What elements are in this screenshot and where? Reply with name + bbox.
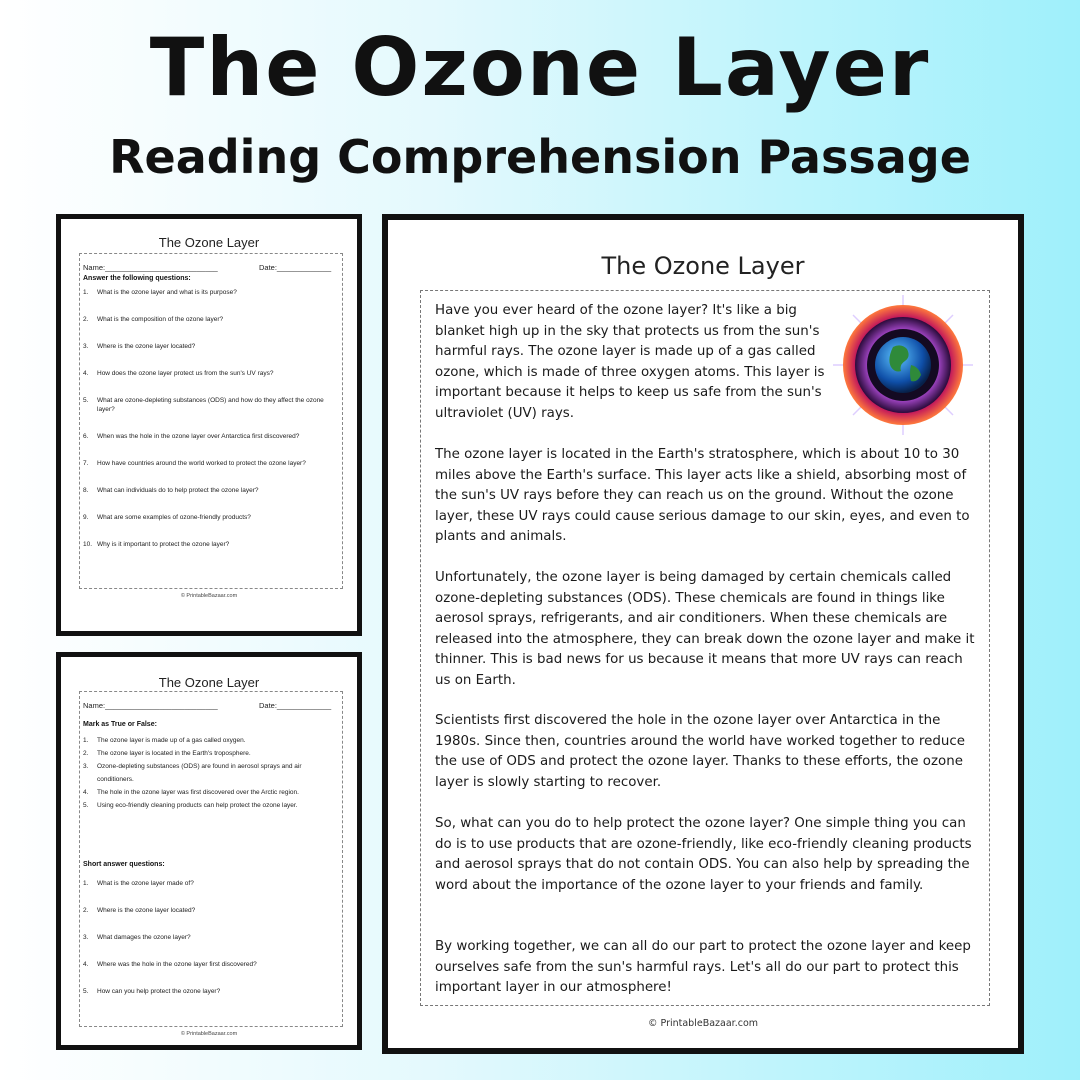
item-number: 8.: [83, 487, 89, 494]
item-number: 5.: [83, 802, 89, 809]
list-item: [83, 933, 345, 942]
item-text: Where was the hole in the ozone layer first discovered?: [97, 961, 257, 968]
item-number: 5.: [83, 988, 89, 995]
item-text: The hole in the ozone layer was first discovered over the Arctic region.: [97, 789, 299, 796]
passage-page: [382, 214, 1024, 1054]
item-text: What is the ozone layer and what is its purpose?: [97, 289, 237, 296]
item-text: What can individuals do to help protect the ozone layer?: [97, 487, 259, 494]
questions-heading: Answer the following questions:: [83, 275, 191, 282]
item-number: 4.: [83, 370, 89, 377]
list-item: [83, 342, 345, 351]
item-number: 3.: [83, 934, 89, 941]
list-item: [83, 801, 345, 810]
name-field-label: Name:___________________________: [83, 263, 218, 272]
list-item: [83, 788, 345, 797]
passage-paragraph: By working together, we can all do our part to protect the ozone layer and keep ourselves safe from the sun's harmful rays. Let's all do our part to protect this important layer in our atmosphere!: [435, 939, 971, 995]
date-field-label: Date:_____________: [259, 701, 332, 710]
name-field-label: Name:___________________________: [83, 701, 218, 710]
item-number: 2.: [83, 750, 89, 757]
list-item: [83, 749, 345, 758]
item-text: Why is it important to protect the ozone layer?: [97, 541, 230, 548]
date-field-label: Date:_____________: [259, 263, 332, 272]
worksheet-true-false-preview: [56, 652, 362, 1050]
list-item: [83, 315, 345, 324]
true-false-heading: Mark as True or False:: [83, 721, 157, 728]
passage-paragraph: Scientists first discovered the hole in the ozone layer over Antarctica in the 1980s. Since then, countries around the world have worked together to reduce the use of ODS and protect the ozone layer. Thanks to these efforts, the ozone layer is slowly starting to recover.: [435, 713, 965, 790]
short-answer-heading: Short answer questions:: [83, 861, 165, 868]
item-number: 4.: [83, 789, 89, 796]
item-number: 2.: [83, 907, 89, 914]
list-item: [83, 540, 345, 549]
item-number: 9.: [83, 514, 89, 521]
list-item: [83, 960, 345, 969]
list-item: [83, 906, 345, 915]
item-number: 1.: [83, 737, 89, 744]
passage-paragraph: Unfortunately, the ozone layer is being damaged by certain chemicals called ozone-depleting substances (ODS). These chemicals are found in things like aerosol sprays, refrigerants, and air conditioners. When these chemicals are released into the atmosphere, they can break down the ozone layer and make it thinner. This is bad news for us because it means that more UV rays can reach us on Earth.: [435, 570, 975, 688]
list-item: [83, 762, 345, 771]
passage-paragraph: The ozone layer is located in the Earth's stratosphere, which is about 10 to 30 miles above the Earth's surface. This layer acts like a shield, absorbing most of the sun's UV rays before they can reach us on the ground. Without the ozone layer, these UV rays could cause serious damage to our skin, eyes, and even to plants and animals.: [435, 447, 970, 544]
item-text: Where is the ozone layer located?: [97, 907, 196, 914]
item-number: 3.: [83, 343, 89, 350]
item-text: conditioners.: [97, 776, 134, 783]
item-text: What are some examples of ozone-friendly products?: [97, 514, 251, 521]
copyright-note: © PrintableBazaar.com: [180, 1031, 238, 1037]
item-text: When was the hole in the ozone layer over Antarctica first discovered?: [97, 433, 300, 440]
list-item: [83, 513, 345, 522]
item-text: The ozone layer is made up of a gas called oxygen.: [97, 737, 246, 744]
item-number: 6.: [83, 433, 89, 440]
list-item: [83, 288, 345, 297]
worksheet-questions-preview: [56, 214, 362, 636]
list-item: [83, 879, 345, 888]
item-number: 4.: [83, 961, 89, 968]
ozone-earth-illustration: [833, 295, 973, 435]
item-number: 7.: [83, 460, 89, 467]
item-number: 3.: [83, 763, 89, 770]
item-text: What is the composition of the ozone layer?: [97, 316, 224, 323]
passage-title: The Ozone Layer: [601, 252, 805, 280]
item-text: Using eco-friendly cleaning products can help protect the ozone layer.: [97, 802, 298, 809]
passage-paragraph: Have you ever heard of the ozone layer? It's like a big blanket high up in the sky that protects us from the sun's harmful rays. The ozone layer is made up of a gas called ozone, which is made of three oxygen atoms. This layer is important because it helps to keep us safe from the sun's ultraviolet (UV) rays.: [435, 303, 825, 421]
list-item: [83, 405, 345, 414]
item-number: 2.: [83, 316, 89, 323]
item-text: What damages the ozone layer?: [97, 934, 191, 941]
item-text: How can you help protect the ozone layer?: [97, 988, 221, 995]
list-item: [83, 486, 345, 495]
item-text: What are ozone-depleting substances (ODS) and how do they affect the ozone: [97, 397, 324, 404]
copyright-note: © PrintableBazaar.com: [647, 1018, 759, 1029]
item-text: How does the ozone layer protect us from the sun's UV rays?: [97, 370, 274, 377]
item-number: 1.: [83, 289, 89, 296]
worksheet-title: The Ozone Layer: [158, 675, 260, 690]
passage-paragraph: So, what can you do to help protect the ozone layer? One simple thing you can do is to use products that are ozone-friendly, like eco-friendly cleaning products and aerosol sprays that do not contain ODS. You can also help by spreading the word about the importance of the ozone layer to your friends and family.: [435, 816, 972, 893]
item-number: 10.: [83, 541, 93, 548]
list-item: [83, 432, 345, 441]
copyright-note: © PrintableBazaar.com: [180, 593, 238, 599]
worksheet-title: The Ozone Layer: [158, 235, 260, 250]
item-text: The ozone layer is located in the Earth's troposphere.: [97, 750, 251, 757]
list-item: [83, 459, 345, 468]
item-number: 5.: [83, 397, 89, 404]
passage-frame: [420, 290, 990, 1006]
page-subtitle: Reading Comprehension Passage: [109, 130, 971, 184]
list-item: [83, 396, 345, 405]
item-text: Ozone-depleting substances (ODS) are found in aerosol sprays and air: [97, 763, 302, 770]
item-text: Where is the ozone layer located?: [97, 343, 196, 350]
worksheet-frame: [79, 253, 343, 589]
list-item: [83, 987, 345, 996]
item-number: 1.: [83, 880, 89, 887]
list-item: [83, 369, 345, 378]
list-item: [83, 775, 345, 784]
item-text: How have countries around the world worked to protect the ozone layer?: [97, 460, 306, 467]
page-title: The Ozone Layer: [149, 21, 931, 114]
item-text: What is the ozone layer made of?: [97, 880, 194, 887]
list-item: [83, 736, 345, 745]
item-text: layer?: [97, 406, 115, 413]
